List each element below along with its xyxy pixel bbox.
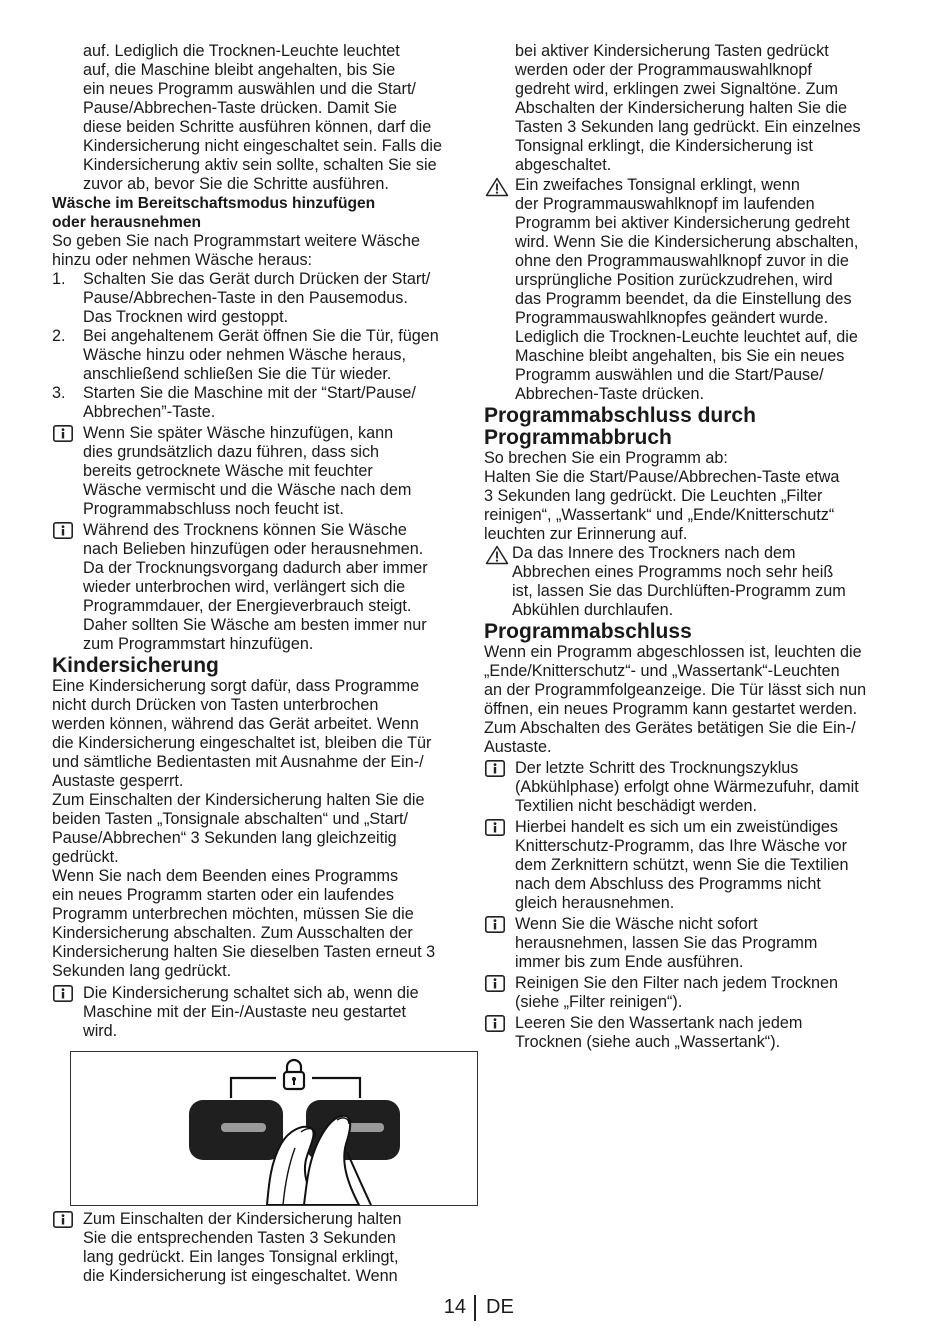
text-line: reinigen“, „Wassertank“ und „Ende/Knitterschutz“ (484, 506, 835, 524)
step-item (52, 327, 484, 384)
text-line: Der letzte Schritt des Trocknungszyklus (515, 759, 799, 777)
text-line: Reinigen Sie den Filter nach jedem Trocknen (515, 974, 839, 992)
text-line: Wenn ein Programm abgeschlossen ist, leuchten die (484, 643, 862, 661)
step-text (83, 384, 416, 422)
text-line: Kindersicherung nicht eingeschaltet sein. Falls die (83, 137, 443, 155)
info-icon (52, 521, 83, 540)
text-line: Tonsignal erklingt, die Kindersicherung ist (515, 137, 813, 155)
step-text (83, 270, 430, 327)
info-icon (484, 1014, 515, 1033)
text-line: Tasten 3 Sekunden lang gedrückt. Ein einzelnes (515, 118, 861, 136)
info-icon (52, 984, 83, 1003)
info-note-text (83, 1210, 402, 1286)
text-line: lang gedrückt. Ein langes Tonsignal erklingt, (83, 1248, 399, 1266)
text-line: Textilien nicht beschädigt werden. (515, 797, 758, 815)
text-line: bereits getrocknete Wäsche mit feuchter (83, 462, 373, 480)
heading-child-lock: Kindersicherung (52, 654, 219, 677)
text-line: Maschine mit der Ein-/Austaste neu gestartet (83, 1003, 407, 1021)
text-line: „Ende/Knitterschutz“- und „Wassertank“-Leuchten (484, 662, 840, 680)
text-line: an der Programmfolgeanzeige. Die Tür lässt sich nun (484, 681, 867, 699)
text-line: das Programm beendet, da die Einstellung des (515, 290, 852, 308)
text-line: Da das Innere des Trockners nach dem (512, 544, 796, 562)
info-note-text (515, 915, 817, 972)
text-line: dem Zerknittern schützt, wenn Sie die Textilien (515, 856, 849, 874)
text-line: Starten Sie die Maschine mit der “Start/Pause/ (83, 384, 416, 402)
step-item (52, 384, 484, 422)
text-line: bei aktiver Kindersicherung Tasten gedrückt (515, 42, 829, 60)
lock-icon (284, 1060, 304, 1089)
abort-paragraph (484, 449, 906, 544)
text-line: Abkühlen durchlaufen. (512, 601, 674, 619)
text-line: Maschine bleibt angehalten, bis Sie ein neues (515, 347, 845, 365)
text-line: gedreht wird, erklingen zwei Signaltöne. Zum (515, 80, 839, 98)
info-icon (484, 818, 515, 837)
text-line: Sie die entsprechenden Tasten 3 Sekunden (83, 1229, 396, 1247)
text-line: (Abkühlphase) erfolgt ohne Wärmezufuhr, damit (515, 778, 859, 796)
info-note-text (515, 818, 849, 913)
info-note (52, 984, 484, 1041)
page-number: 14 (443, 1296, 466, 1318)
subheading-add-laundry (52, 194, 484, 232)
text-line: Programmabbruch (484, 426, 672, 449)
text-line: Kindersicherung aktiv sein sollte, schalten Sie sie (83, 156, 437, 174)
info-note (52, 521, 484, 654)
text-line: So brechen Sie ein Programm ab: (484, 449, 728, 467)
heading-program-end: Programmabschluss (484, 620, 692, 643)
text-line: Zum Einschalten der Kindersicherung halten (83, 1210, 402, 1228)
text-line: zuvor ab, bevor Sie die Schritte ausführen. (83, 175, 389, 193)
text-line: Programmauswahlknopfes geändert wurde. (515, 309, 829, 327)
text-line: Austaste gesperrt. (52, 772, 184, 790)
warning-note (484, 544, 906, 620)
add-laundry-intro (52, 232, 484, 270)
text-line: Leeren Sie den Wassertank nach jedem (515, 1014, 803, 1032)
text-line: Wäsche im Bereitschaftsmodus hinzufügen (52, 195, 376, 212)
step-text (83, 327, 439, 384)
text-line: auf, die Maschine bleibt angehalten, bis Sie (83, 61, 396, 79)
warning-icon (484, 176, 515, 195)
text-line: Kindersicherung abschalten. Zum Ausschalten der (52, 924, 413, 942)
text-line: und sämtliche Bedientasten mit Ausnahme der Ein-/ (52, 753, 424, 771)
text-line: diese beiden Schritte ausführen können, darf die (83, 118, 432, 136)
text-line: wird. Wenn Sie die Kindersicherung abschalten, (515, 233, 859, 251)
text-line: 3 Sekunden lang gedrückt. Die Leuchten „Filter (484, 487, 823, 505)
text-line: Abbrechen-Taste drücken. (515, 385, 704, 403)
text-line: Wäsche hinzu oder nehmen Wäsche heraus, (83, 346, 407, 364)
text-line: Hierbei handelt es sich um ein zweistündiges (515, 818, 839, 836)
text-line: leuchten zur Erinnerung auf. (484, 525, 688, 543)
text-line: Austaste. (484, 738, 552, 756)
text-line: werden können, während das Gerät arbeitet. Wenn (52, 715, 419, 733)
text-line: Die Kindersicherung schaltet sich ab, wenn die (83, 984, 419, 1002)
warning-note-text (515, 176, 858, 404)
child-lock-illustration (70, 1051, 478, 1206)
text-line: Programmabschluss noch feucht ist. (83, 500, 344, 518)
step-number: 2. (52, 327, 66, 345)
text-line: Daher sollten Sie Wäsche am besten immer nur (83, 616, 427, 634)
warning-note-text (512, 544, 846, 620)
text-line: Wenn Sie nach dem Beenden eines Programms (52, 867, 399, 885)
text-line: nach dem Abschluss des Programms nicht (515, 875, 821, 893)
text-line: Abschalten der Kindersicherung halten Sie die (515, 99, 848, 117)
text-line: Sekunden lang gedrückt. (52, 962, 232, 980)
text-line: Schalten Sie das Gerät durch Drücken der Start/ (83, 270, 431, 288)
text-line: So geben Sie nach Programmstart weitere Wäsche (52, 232, 420, 250)
text-line: hinzu oder nehmen Wäsche heraus: (52, 251, 313, 269)
text-line: Programm unterbrechen möchten, müssen Sie die (52, 905, 414, 923)
info-note (484, 915, 906, 972)
info-note (484, 974, 906, 1012)
info-note (52, 424, 484, 519)
text-line: dies grundsätzlich dazu führen, dass sich (83, 443, 380, 461)
text-line: herausnehmen, lassen Sie das Programm (515, 934, 818, 952)
text-line: immer bis zum Ende ausführen. (515, 953, 744, 971)
text-line: (siehe „Filter reinigen“). (515, 993, 683, 1011)
text-line: anschließend schließen Sie die Tür wieder. (83, 365, 392, 383)
text-line: Pause/Abbrechen“ 3 Sekunden lang gleichzeitig (52, 829, 397, 847)
text-line: Während des Trocknens können Sie Wäsche (83, 521, 407, 539)
warning-note (484, 176, 906, 404)
text-line: Bei angehaltenem Gerät öffnen Sie die Tür, fügen (83, 327, 439, 345)
text-line: nach Belieben hinzufügen oder herausnehmen. (83, 540, 424, 558)
info-note-text (83, 424, 411, 519)
text-line: Pause/Abbrechen-Taste in den Pausemodus. (83, 289, 408, 307)
text-line: abgeschaltet. (515, 156, 612, 174)
text-line: ein neues Programm auswählen und die Start/ (83, 80, 416, 98)
info-icon (52, 1210, 83, 1229)
text-line: Kindersicherung halten Sie dieselben Tasten erneut 3 (52, 943, 436, 961)
text-line: die Kindersicherung ist eingeschaltet. Wenn (83, 1267, 398, 1285)
child-lock-paragraph (52, 867, 484, 981)
info-note (52, 1210, 484, 1286)
text-line: werden oder der Programmauswahlknopf (515, 61, 812, 79)
step-number: 1. (52, 270, 66, 288)
text-line: wird. (83, 1022, 118, 1040)
intro-paragraph (52, 42, 484, 194)
left-column (52, 42, 484, 1286)
text-line: öffnen, ein neues Programm kann gestartet werden. (484, 700, 858, 718)
text-line: Programm bei aktiver Kindersicherung gedreht (515, 214, 850, 232)
text-line: Programmdauer, der Energieverbrauch steigt. (83, 597, 412, 615)
text-line: Wenn Sie später Wäsche hinzufügen, kann (83, 424, 394, 442)
info-note (484, 818, 906, 913)
text-line: Halten Sie die Start/Pause/Abbrechen-Taste etwa (484, 468, 840, 486)
steps-list (52, 270, 484, 422)
text-line: Abbrechen”-Taste. (83, 403, 216, 421)
heading-program-abort (484, 405, 906, 449)
info-icon (484, 915, 515, 934)
continued-paragraph (484, 42, 906, 175)
text-line: Abbrechen eines Programms noch sehr heiß (512, 563, 834, 581)
text-line: Knitterschutz-Programm, das Ihre Wäsche vor (515, 837, 847, 855)
text-line: Programm auswählen und die Start/Pause/ (515, 366, 824, 384)
info-note (484, 759, 906, 816)
info-note-text (515, 1014, 802, 1052)
text-line: die Kindersicherung eingeschaltet ist, bleiben die Tür (52, 734, 432, 752)
info-note-text (83, 521, 428, 654)
text-line: Zum Abschalten des Gerätes betätigen Sie die Ein-/ (484, 719, 856, 737)
text-line: Da der Trocknungsvorgang dadurch aber immer (83, 559, 428, 577)
text-line: Eine Kindersicherung sorgt dafür, dass Programme (52, 677, 420, 695)
child-lock-paragraph (52, 677, 484, 791)
text-line: wieder unterbrochen wird, verlängert sich die (83, 578, 406, 596)
info-note-text (83, 984, 419, 1041)
text-line: gedrückt. (52, 848, 119, 866)
info-note-text (515, 974, 838, 1012)
info-note (484, 1014, 906, 1052)
text-line: Programmabschluss durch (484, 404, 756, 427)
text-line: Wäsche vermischt und die Wäsche nach dem (83, 481, 412, 499)
text-line: zum Programmstart hinzufügen. (83, 635, 314, 653)
text-line: Lediglich die Trocknen-Leuchte leuchtet auf, die (515, 328, 858, 346)
program-end-paragraph (484, 643, 906, 757)
text-line: oder herausnehmen (52, 214, 202, 231)
child-lock-paragraph (52, 791, 484, 867)
language-code: DE (486, 1296, 514, 1318)
info-icon (52, 424, 83, 443)
info-icon (484, 974, 515, 993)
text-line: Das Trocknen wird gestoppt. (83, 308, 289, 326)
text-line: beiden Tasten „Tonsignale abschalten“ und „Start/ (52, 810, 409, 828)
text-line: ursprüngliche Position zurückzudrehen, wird (515, 271, 833, 289)
warning-icon (484, 544, 512, 563)
text-line: Zum Einschalten der Kindersicherung halten Sie die (52, 791, 425, 809)
text-line: auf. Lediglich die Trocknen-Leuchte leuchtet (83, 42, 400, 60)
text-line: Wenn Sie die Wäsche nicht sofort (515, 915, 758, 933)
text-line: ist, lassen Sie das Durchlüften-Programm zum (512, 582, 846, 600)
text-line: der Programmauswahlknopf im laufenden (515, 195, 815, 213)
text-line: Ein zweifaches Tonsignal erklingt, wenn (515, 176, 800, 194)
text-line: Pause/Abbrechen-Taste drücken. Damit Sie (83, 99, 398, 117)
step-item (52, 270, 484, 327)
info-icon (484, 759, 515, 778)
step-number: 3. (52, 384, 66, 402)
text-line: nicht durch Drücken von Tasten unterbrochen (52, 696, 379, 714)
right-column (484, 42, 906, 1052)
text-line: ohne den Programmauswahlknopf zuvor in die (515, 252, 849, 270)
text-line: gleich herausnehmen. (515, 894, 675, 912)
footer-divider (474, 1295, 476, 1321)
info-note-text (515, 759, 859, 816)
text-line: Trocknen (siehe auch „Wassertank“). (515, 1033, 781, 1051)
text-line: ein neues Programm starten oder ein laufendes (52, 886, 394, 904)
